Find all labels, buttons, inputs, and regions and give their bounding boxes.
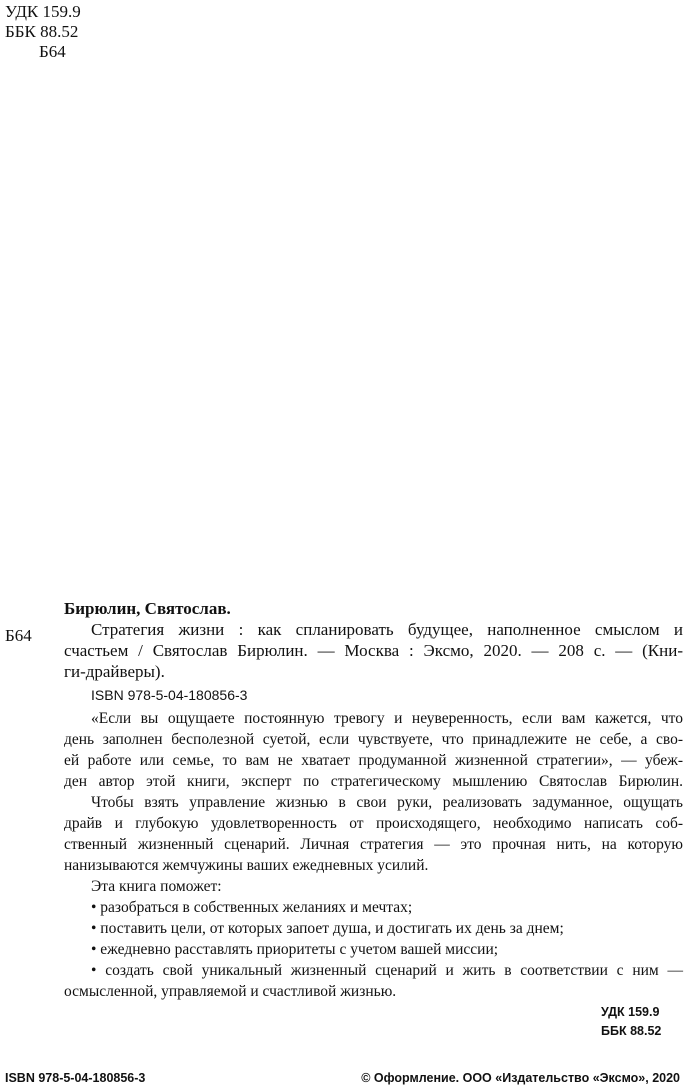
bullet-item-4: • создать свой уникальный жизненный сценарий и жить в соответствии с ним —: [91, 962, 683, 979]
bullet-item-1: • разобраться в собственных желаниях и мечтах;: [91, 899, 413, 916]
footer-copyright: © Оформление. ООО «Издательство «Эксмо», 2020: [361, 1071, 680, 1085]
top-bbk: ББК 88.52: [5, 22, 79, 41]
bottom-bbk: ББК 88.52: [601, 1024, 662, 1038]
top-author-mark: Б64: [39, 42, 66, 61]
annotation-p1-line-3: ей работе или семье, то вам не хватает продуманной жизненной стратегии», — убеж-: [64, 752, 683, 769]
annotation-intro: Эта книга поможет:: [91, 878, 222, 895]
annotation-p2-line-4: нанизываются жемчужины ваших ежедневных усилий.: [64, 857, 429, 874]
side-author-mark: Б64: [5, 626, 32, 645]
annotation-p2-line-2: драйв и глубокую удовлетворенность от происходящего, необходимо написать соб-: [64, 815, 683, 832]
annotation-p1-line-1: «Если вы ощущаете постоянную тревогу и неуверенность, если вам кажется, что: [91, 710, 683, 727]
bullet-item-4-continued: осмысленной, управляемой и счастливой жизнью.: [64, 983, 397, 1000]
bullet-item-2: • поставить цели, от которых запоет душа, и достигать их день за днем;: [91, 920, 564, 937]
bullet-item-3: • ежедневно расставлять приоритеты с учетом вашей миссии;: [91, 941, 499, 958]
entry-author: Бирюлин, Святослав.: [64, 599, 231, 618]
top-udk: УДК 159.9: [5, 2, 81, 21]
annotation-p2-line-3: ственный жизненный сценарий. Личная стратегия — это прочная нить, на которую: [64, 836, 683, 853]
entry-isbn: ISBN 978-5-04-180856-3: [91, 687, 248, 703]
entry-desc-line-3: ги-драйверы).: [64, 662, 165, 681]
entry-desc-line-1: Стратегия жизни : как спланировать будущее, наполненное смыслом и: [91, 620, 683, 639]
annotation-p1-line-4: ден автор этой книги, эксперт по стратегическому мышлению Святослав Бирюлин.: [64, 773, 683, 790]
entry-desc-line-2: счастьем / Святослав Бирюлин. — Москва : Эксмо, 2020. — 208 с. — (Кни-: [64, 641, 683, 660]
bottom-udk: УДК 159.9: [601, 1005, 660, 1019]
annotation-p2-line-1: Чтобы взять управление жизнью в свои руки, реализовать задуманное, ощущать: [91, 794, 683, 811]
annotation-p1-line-2: день заполнен бесполезной суетой, если чувствуете, что принадлежите не себе, а сво-: [64, 731, 683, 748]
footer-isbn: ISBN 978-5-04-180856-3: [5, 1071, 146, 1085]
